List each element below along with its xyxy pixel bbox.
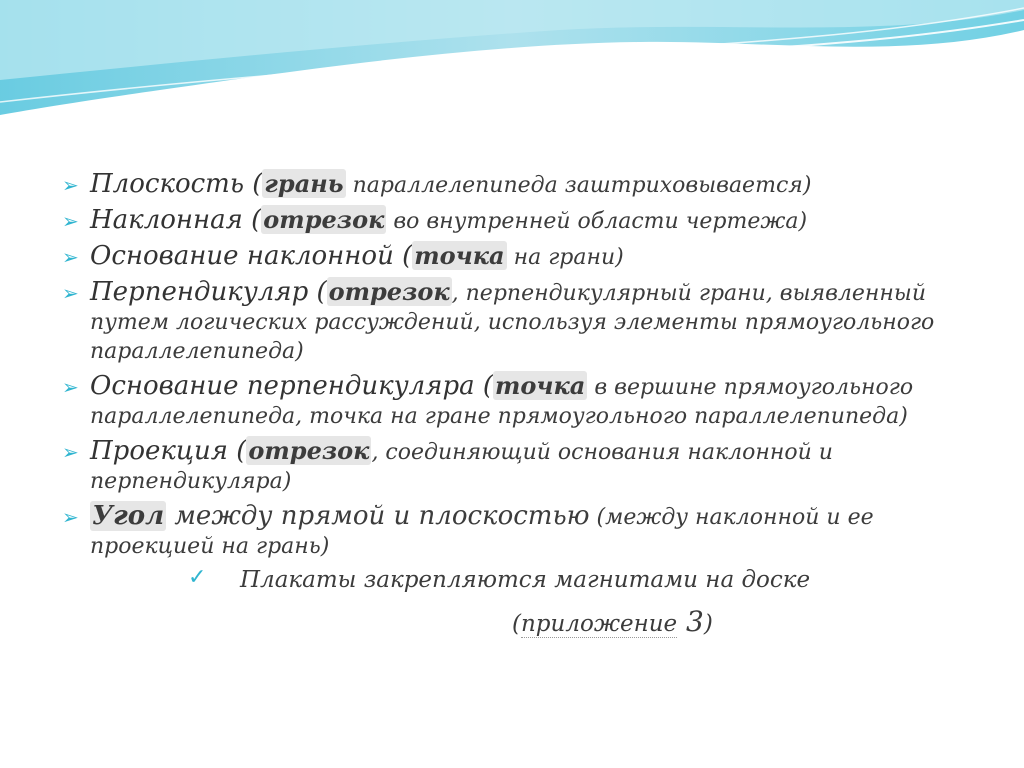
check-note-text: Плакаты закрепляются магнитами на доске bbox=[240, 567, 811, 593]
item-key: отрезок bbox=[263, 205, 385, 234]
item-rest: на грани) bbox=[506, 245, 624, 270]
item-lead: Плоскость ( bbox=[90, 169, 263, 199]
item-rest: параллелепипеда заштриховывается) bbox=[345, 173, 812, 198]
item-lead: Основание перпендикуляра ( bbox=[90, 371, 493, 401]
item-key: отрезок bbox=[248, 436, 370, 465]
check-note bbox=[60, 567, 980, 593]
list-item bbox=[60, 372, 980, 431]
angle-key: Угол bbox=[92, 501, 165, 531]
list-item bbox=[60, 278, 980, 366]
angle-lead: между прямой и плоскостью bbox=[166, 501, 590, 531]
arrow-icon: ➢ bbox=[62, 245, 79, 269]
arrow-icon: ➢ bbox=[62, 375, 79, 399]
item-key: отрезок bbox=[328, 277, 450, 306]
appendix-link[interactable]: приложение bbox=[520, 611, 678, 637]
arrow-icon: ➢ bbox=[62, 440, 79, 464]
item-rest: в вершине прямоугольного параллелепипеда, точка на гране прямоугольного параллелепипеда) bbox=[90, 375, 914, 429]
wave-header-decoration bbox=[0, 0, 1024, 150]
item-rest: , перпендикулярный грани, выявленный путем логических рассуждений, используя элементы прямоугольного параллелепипеда) bbox=[90, 281, 935, 364]
item-rest: во внутренней области чертежа) bbox=[386, 209, 808, 234]
item-lead: Наклонная ( bbox=[90, 205, 262, 235]
item-lead: Перпендикуляр ( bbox=[90, 277, 327, 307]
item-key: грань bbox=[264, 169, 344, 198]
arrow-icon: ➢ bbox=[62, 281, 79, 305]
appendix-open: ( bbox=[512, 611, 521, 637]
item-lead: Основание наклонной ( bbox=[90, 241, 413, 271]
item-lead: Проекция ( bbox=[90, 436, 247, 466]
list-item bbox=[60, 437, 980, 496]
arrow-icon: ➢ bbox=[62, 505, 79, 529]
appendix-close: ) bbox=[703, 611, 713, 637]
item-key: точка bbox=[495, 371, 586, 400]
list-item bbox=[60, 242, 980, 272]
list-item-angle bbox=[60, 502, 980, 561]
item-rest: , соединяющий основания наклонной и перпендикуляра) bbox=[90, 440, 833, 494]
appendix-reference bbox=[60, 605, 980, 638]
bullet-list bbox=[60, 170, 980, 638]
check-icon: ✓ bbox=[188, 565, 207, 590]
list-item bbox=[60, 170, 980, 200]
arrow-icon: ➢ bbox=[62, 209, 79, 233]
appendix-number: 3 bbox=[677, 605, 704, 638]
angle-rest: (между наклонной и ее проекцией на грань) bbox=[90, 505, 874, 559]
item-key: точка bbox=[414, 241, 505, 270]
arrow-icon: ➢ bbox=[62, 173, 79, 197]
list-item bbox=[60, 206, 980, 236]
